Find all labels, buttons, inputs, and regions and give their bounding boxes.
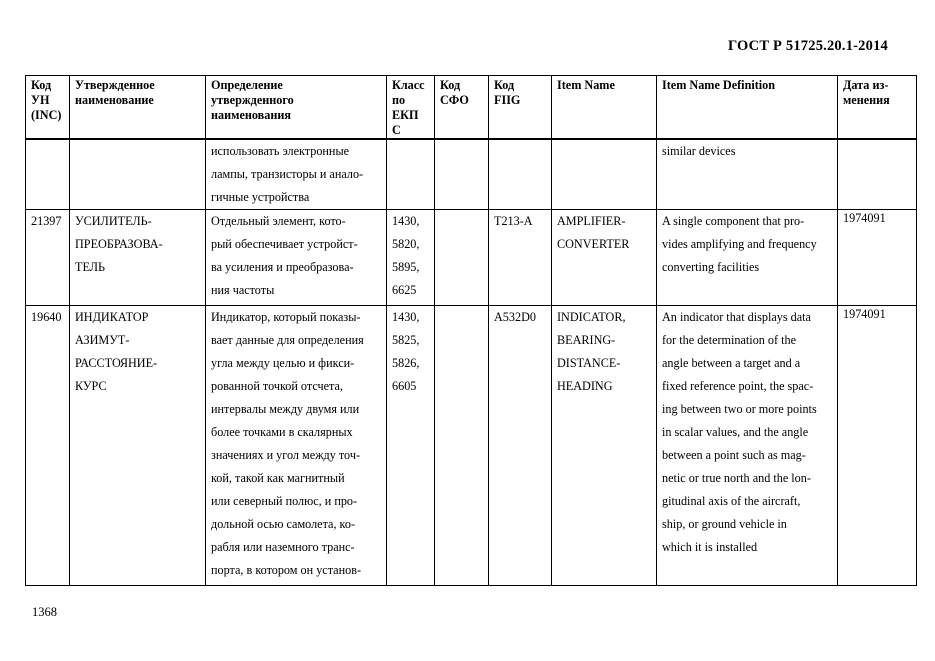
definition-line: использовать электронные xyxy=(211,144,350,158)
item-definition-line: A single component that pro- xyxy=(662,214,805,228)
inc-cell xyxy=(26,139,70,210)
header-class: Класс по ЕКП С xyxy=(387,76,435,140)
item-definition-line: converting facilities xyxy=(662,260,760,274)
header-item-name-definition: Item Name Definition xyxy=(657,76,838,140)
definition-line: порта, в котором он установ- xyxy=(211,563,362,577)
item-name-line: DISTANCE- xyxy=(557,356,621,370)
class-cell xyxy=(387,210,435,306)
header-change-date: Дата из- менения xyxy=(838,76,917,140)
item-name-line: INDICATOR, xyxy=(557,310,626,324)
name-line: РАССТОЯНИЕ- xyxy=(75,356,158,370)
definition-cell xyxy=(206,306,387,586)
item-name-cell xyxy=(552,139,657,210)
inc-cell: 21397 xyxy=(26,210,70,306)
item-definition-line: An indicator that displays data xyxy=(662,310,811,324)
sfo-cell xyxy=(435,210,489,306)
inc-cell: 19640 xyxy=(26,306,70,586)
item-definition-line: in scalar values, and the angle xyxy=(662,425,809,439)
item-definition-line: gitudinal axis of the aircraft, xyxy=(662,494,801,508)
class-cell xyxy=(387,139,435,210)
item-name-line: CONVERTER xyxy=(557,237,630,251)
class-line: 1430, xyxy=(392,310,420,324)
definition-line: интервалы между двумя или xyxy=(211,402,360,416)
name-line: ТЕЛЬ xyxy=(75,260,105,274)
definition-line: вает данные для определения xyxy=(211,333,364,347)
class-line: 5826, xyxy=(392,356,420,370)
definition-cell xyxy=(206,139,387,210)
header-sfo-code: Код СФО xyxy=(435,76,489,140)
name-cell xyxy=(70,139,206,210)
class-line: 5825, xyxy=(392,333,420,347)
date-cell xyxy=(838,139,917,210)
item-name-cell xyxy=(552,210,657,306)
document-standard-header: ГОСТ Р 51725.20.1-2014 xyxy=(727,38,888,54)
header-inc-code: Код УН (INC) xyxy=(26,76,70,140)
definition-line: лампы, транзисторы и анало- xyxy=(211,167,364,181)
definition-line: дольной осью самолета, ко- xyxy=(211,517,356,531)
definition-line: кой, такой как магнитный xyxy=(211,471,345,485)
definition-line: рабля или наземного транс- xyxy=(211,540,355,554)
class-line: 5820, xyxy=(392,237,420,251)
item-definition-line: angle between a target and a xyxy=(662,356,801,370)
header-fiig-code: Код FIIG xyxy=(489,76,552,140)
item-name-line: HEADING xyxy=(557,379,613,393)
definition-line: угла между целью и фикси- xyxy=(211,356,355,370)
header-approved-name-definition: Определение утвержденного наименования xyxy=(206,76,387,140)
name-cell xyxy=(70,306,206,586)
fiig-cell xyxy=(489,139,552,210)
definition-line: более точками в скалярных xyxy=(211,425,353,439)
item-definition-line: ing between two or more points xyxy=(662,402,817,416)
item-name-cell xyxy=(552,306,657,586)
item-definition-cell xyxy=(657,210,838,306)
class-cell xyxy=(387,306,435,586)
definition-line: рый обеспечивает устройст- xyxy=(211,237,358,251)
name-line: АЗИМУТ- xyxy=(75,333,130,347)
definition-line: Отдельный элемент, кото- xyxy=(211,214,346,228)
page-number: 1368 xyxy=(32,605,57,619)
name-line: ПРЕОБРАЗОВА- xyxy=(75,237,163,251)
classification-table xyxy=(25,75,917,586)
table-row xyxy=(26,139,917,210)
header-item-name: Item Name xyxy=(552,76,657,140)
date-cell: 1974091 xyxy=(838,306,917,586)
item-definition-line: netic or true north and the lon- xyxy=(662,471,811,485)
item-definition-line: which it is installed xyxy=(662,540,758,554)
date-cell: 1974091 xyxy=(838,210,917,306)
item-definition-line: similar devices xyxy=(662,144,736,158)
definition-line: ва усиления и преобразова- xyxy=(211,260,354,274)
name-line: УСИЛИТЕЛЬ- xyxy=(75,214,152,228)
item-definition-line: for the determination of the xyxy=(662,333,797,347)
name-line: КУРС xyxy=(75,379,107,393)
class-line: 1430, xyxy=(392,214,420,228)
item-definition-line: ship, or ground vehicle in xyxy=(662,517,787,531)
fiig-cell: T213-A xyxy=(489,210,552,306)
item-definition-line: vides amplifying and frequency xyxy=(662,237,817,251)
item-definition-cell xyxy=(657,139,838,210)
table-row xyxy=(26,210,917,306)
item-name-line: BEARING- xyxy=(557,333,616,347)
sfo-cell xyxy=(435,139,489,210)
item-definition-line: between a point such as mag- xyxy=(662,448,806,462)
definition-line: ния частоты xyxy=(211,283,275,297)
definition-line: гичные устройства xyxy=(211,190,310,204)
item-definition-line: fixed reference point, the spac- xyxy=(662,379,814,393)
definition-cell xyxy=(206,210,387,306)
sfo-cell xyxy=(435,306,489,586)
class-line: 6605 xyxy=(392,379,417,393)
fiig-cell: A532D0 xyxy=(489,306,552,586)
name-cell xyxy=(70,210,206,306)
table-header-row xyxy=(26,76,917,140)
item-definition-cell xyxy=(657,306,838,586)
class-line: 6625 xyxy=(392,283,417,297)
definition-line: значениях и угол между точ- xyxy=(211,448,361,462)
definition-line: Индикатор, который показы- xyxy=(211,310,361,324)
definition-line: или северный полюс, и про- xyxy=(211,494,358,508)
name-line: ИНДИКАТОР xyxy=(75,310,149,324)
header-approved-name: Утвержденное наименование xyxy=(70,76,206,140)
definition-line: рованной точкой отсчета, xyxy=(211,379,343,393)
table-row xyxy=(26,306,917,586)
item-name-line: AMPLIFIER- xyxy=(557,214,626,228)
class-line: 5895, xyxy=(392,260,420,274)
